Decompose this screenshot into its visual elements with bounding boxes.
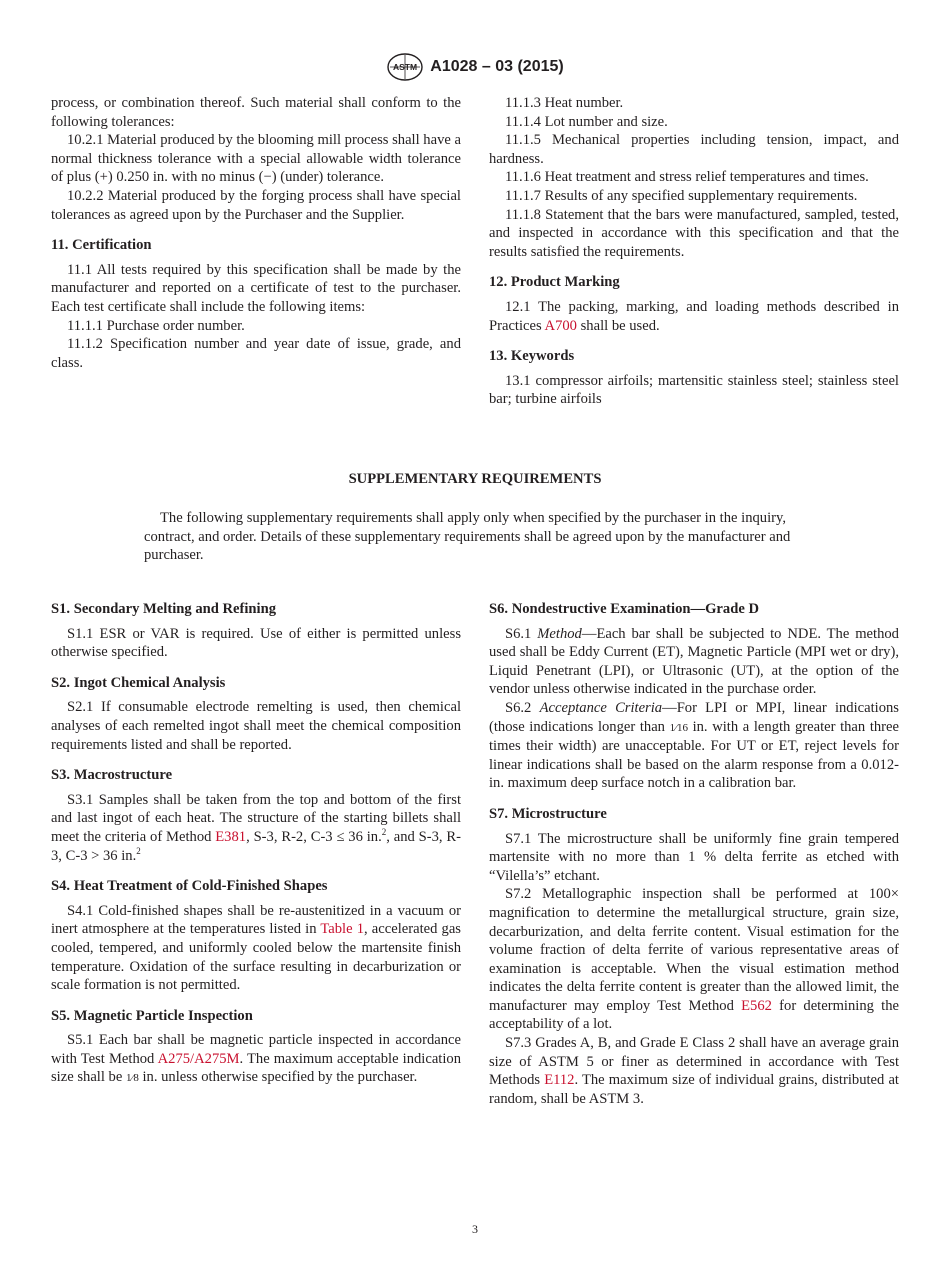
paragraph: 11.1.6 Heat treatment and stress relief temperatures and times. xyxy=(505,169,869,186)
link-e112[interactable]: E112 xyxy=(544,1072,575,1089)
paragraph: S6.2 Acceptance Criteria—For LPI or MPI, linear indications (those indications longer than 1⁄16 in. with a length greater than three times their width) are unacceptable. For UT or ET, reject levels for linear indications shall be based on the alarm response from a 0.012-in. maximum deep surface notch in a calibration bar. xyxy=(489,699,899,792)
paragraph: 11.1.3 Heat number. xyxy=(505,95,624,111)
section-heading-product-marking: 12. Product Marking xyxy=(489,274,620,291)
paragraph: 11.1.4 Lot number and size. xyxy=(505,113,668,130)
paragraph: process, or combination thereof. Such material shall conform to the following tolerances: xyxy=(51,95,461,130)
paragraph: 12.1 The packing, marking, and loading methods described in Practices A700 shall be used. xyxy=(489,298,899,334)
section-heading-s2: S2. Ingot Chemical Analysis xyxy=(51,674,226,691)
paragraph: S7.1 The microstructure shall be uniformly fine grain tempered martensite with no more than 1 % delta ferrite as etched with “Vilella’s” etchant. xyxy=(489,830,899,884)
paragraph: 11.1.2 Specification number and year date of issue, grade, and class. xyxy=(51,336,461,371)
paragraph: S4.1 Cold-finished shapes shall be re-austenitized in a vacuum or inert atmosphere at the temperatures listed in Table 1, accelerated gas cooled, tempered, and uniformly cooled below the martensite finish temperature. Oxidation of the surface resulting in decarburization or scale formation is not permitted. xyxy=(51,902,461,994)
paragraph: 11.1 All tests required by this specification shall be made by the manufacturer and reported on a certificate of test to the purchaser. Each test certificate shall include the following items: xyxy=(51,261,461,315)
link-a275[interactable]: A275/A275M xyxy=(157,1050,240,1067)
section-heading-s6: S6. Nondestructive Examination—Grade D xyxy=(489,601,759,617)
paragraph: 10.2.1 Material produced by the blooming mill process shall have a normal thickness tolerance with a special allowable width tolerance of plus (+) 0.250 in. with no minus (−) (under) tolerance. xyxy=(51,132,461,186)
astm-logo-text: ASTM xyxy=(393,62,418,72)
link-a700[interactable]: A700 xyxy=(544,317,577,334)
page-number: 3 xyxy=(472,1222,478,1236)
paragraph: 11.1.5 Mechanical properties including tension, impact, and hardness. xyxy=(489,132,899,167)
supplementary-title: SUPPLEMENTARY REQUIREMENTS xyxy=(348,471,602,487)
left-column-bottom xyxy=(51,600,461,1088)
paragraph: S7.2 Metallographic inspection shall be performed at 100× magnification to determine the metallurgical structure, grain size, decarburization, and delta ferrite content. Visual estimation for the volume fraction of delta ferrite of various representative areas of examination is acceptable. When the visual estimation method indicates the delta ferrite content is greater than the allowed limit, the manufacturer may employ Test Method E562 for determining the acceptability of a lot. xyxy=(489,886,899,1033)
paragraph: 13.1 compressor airfoils; martensitic stainless steel; stainless steel bar; turbine airfoils xyxy=(489,372,899,408)
section-heading-s7: S7. Microstructure xyxy=(489,805,607,822)
left-column-top xyxy=(51,94,461,372)
section-heading-s1: S1. Secondary Melting and Refining xyxy=(51,601,277,617)
link-e381[interactable]: E381 xyxy=(215,828,247,845)
paragraph: S6.1 Method—Each bar shall be subjected to NDE. The method used shall be Eddy Current (ET), Magnetic Particle (MPI wet or dry), Liquid Penetrant (LPI), or Ultrasonic (UT), at the option of the vendor unless otherwise indicated in the purchase order. xyxy=(489,625,899,698)
paragraph: S2.1 If consumable electrode remelting is used, then chemical analyses of each remelted ingot shall meet the chemical composition requirements listed and shall be reported. xyxy=(51,699,461,753)
paragraph: 11.1.7 Results of any specified supplementary requirements. xyxy=(505,187,858,204)
paragraph: S3.1 Samples shall be taken from the top and bottom of the first and last ingot of each heat. The structure of the starting billets shall meet the criteria of Method E381, S-3, R-2, C-3 ≤ 36 in.$^2$, and S-3, R-3, C-3 > 36 in.$^2$ xyxy=(51,791,461,864)
document-id: A1028 – 03 (2015) xyxy=(430,58,564,75)
section-heading-keywords: 13. Keywords xyxy=(489,348,575,365)
astm-logo-icon xyxy=(386,52,424,82)
right-column-top xyxy=(489,94,899,409)
link-e562[interactable]: E562 xyxy=(741,997,772,1014)
paragraph: S1.1 ESR or VAR is required. Use of either is permitted unless otherwise specified. xyxy=(51,625,461,661)
paragraph: S5.1 Each bar shall be magnetic particle inspected in accordance with Test Method A275/A275M. The maximum acceptable indication size shall be 1⁄8 in. unless otherwise specified by the purchaser. xyxy=(51,1032,462,1086)
paragraph: 10.2.2 Material produced by the forging process shall have special tolerances as agreed upon by the Purchaser and the Supplier. xyxy=(51,187,461,223)
right-column-bottom xyxy=(489,600,899,1108)
link-table-1[interactable]: Table 1 xyxy=(320,921,365,938)
page-header xyxy=(0,52,950,87)
section-heading-s3: S3. Macrostructure xyxy=(51,767,173,784)
paragraph: 11.1.8 Statement that the bars were manufactured, sampled, tested, and inspected in accordance with this specification and that the results satisfied the requirements. xyxy=(489,206,899,260)
paragraph: 11.1.1 Purchase order number. xyxy=(67,317,245,334)
section-heading-s5: S5. Magnetic Particle Inspection xyxy=(51,1007,253,1024)
section-heading-s4: S4. Heat Treatment of Cold-Finished Shapes xyxy=(51,878,328,895)
paragraph: S7.3 Grades A, B, and Grade E Class 2 shall have an average grain size of ASTM 5 or finer as determined in accordance with Test Methods E112. The maximum size of individual grains, distributed at random, shall be ASTM 3. xyxy=(489,1035,899,1107)
section-heading-certification: 11. Certification xyxy=(51,237,152,254)
supplementary-intro: The following supplementary requirements shall apply only when specified by the purchaser in the inquiry, contract, and order. Details of these supplementary requirements shall be agreed upon by the manufacturer and purchaser. xyxy=(144,510,791,564)
